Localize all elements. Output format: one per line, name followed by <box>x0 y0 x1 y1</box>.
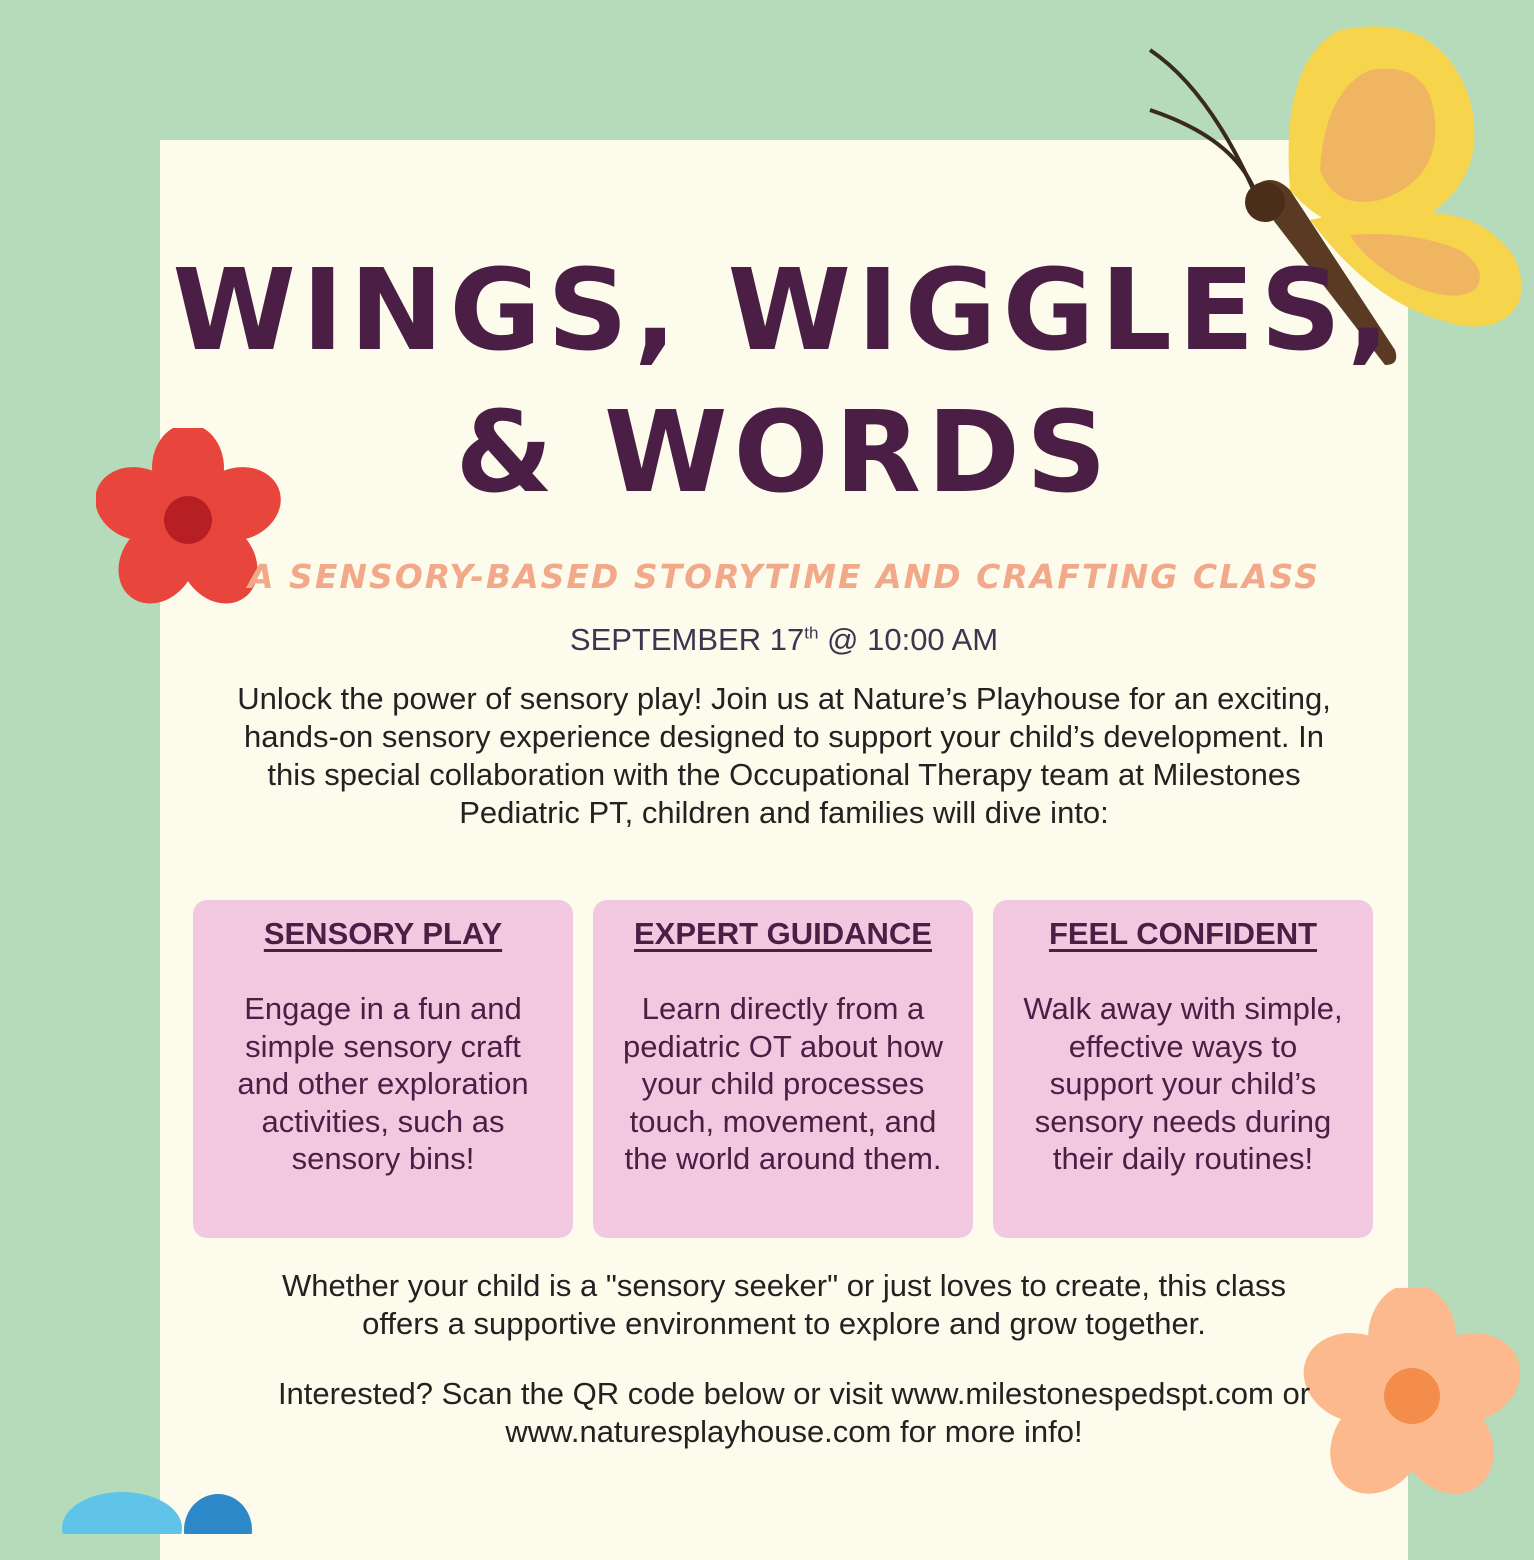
feature-body: Learn directly from a pediatric OT about how your child processes touch, movement, and the world around them. <box>623 991 943 1176</box>
call-to-action: Interested? Scan the QR code below or visit www.milestonespedspt.com or www.naturesplayhouse.com for more info! <box>277 1376 1311 1449</box>
feature-box-expert-guidance <box>593 900 973 1238</box>
event-date <box>160 622 1408 658</box>
feature-box-feel-confident <box>993 900 1373 1238</box>
feature-body: Engage in a fun and simple sensory craft and other exploration activities, such as sensory bins! <box>237 991 529 1176</box>
event-subtitle: A SENSORY-BASED STORYTIME AND CRAFTING CLASS <box>248 557 1320 596</box>
title-line-2: & WORDS <box>455 388 1113 518</box>
event-title <box>160 240 1408 524</box>
feature-heading: FEEL CONFIDENT <box>1048 916 1318 951</box>
outro-text: Whether your child is a "sensory seeker" or just loves to create, this class offers a supportive environment to explore and grow together. <box>281 1268 1287 1341</box>
intro-text: Unlock the power of sensory play! Join us at Nature’s Playhouse for an exciting, hands-on sensory experience designed to support your child’s development. In this special collaboration with the Occupational Therapy team at Milestones Pediatric PT, children and families will dive into: <box>237 681 1331 830</box>
blue-butterfly-icon <box>60 1486 260 1534</box>
date-main: SEPTEMBER 17 <box>569 622 805 657</box>
feature-heading: EXPERT GUIDANCE <box>634 916 932 951</box>
feature-heading: SENSORY PLAY <box>263 916 503 951</box>
feature-box-sensory-play <box>193 900 573 1238</box>
date-suffix: th <box>804 623 819 643</box>
feature-body: Walk away with simple, effective ways to support your child’s sensory needs during their daily routines! <box>1023 991 1343 1176</box>
title-line-1: WINGS, WIGGLES, <box>172 246 1396 376</box>
date-time: @ 10:00 AM <box>818 622 999 657</box>
